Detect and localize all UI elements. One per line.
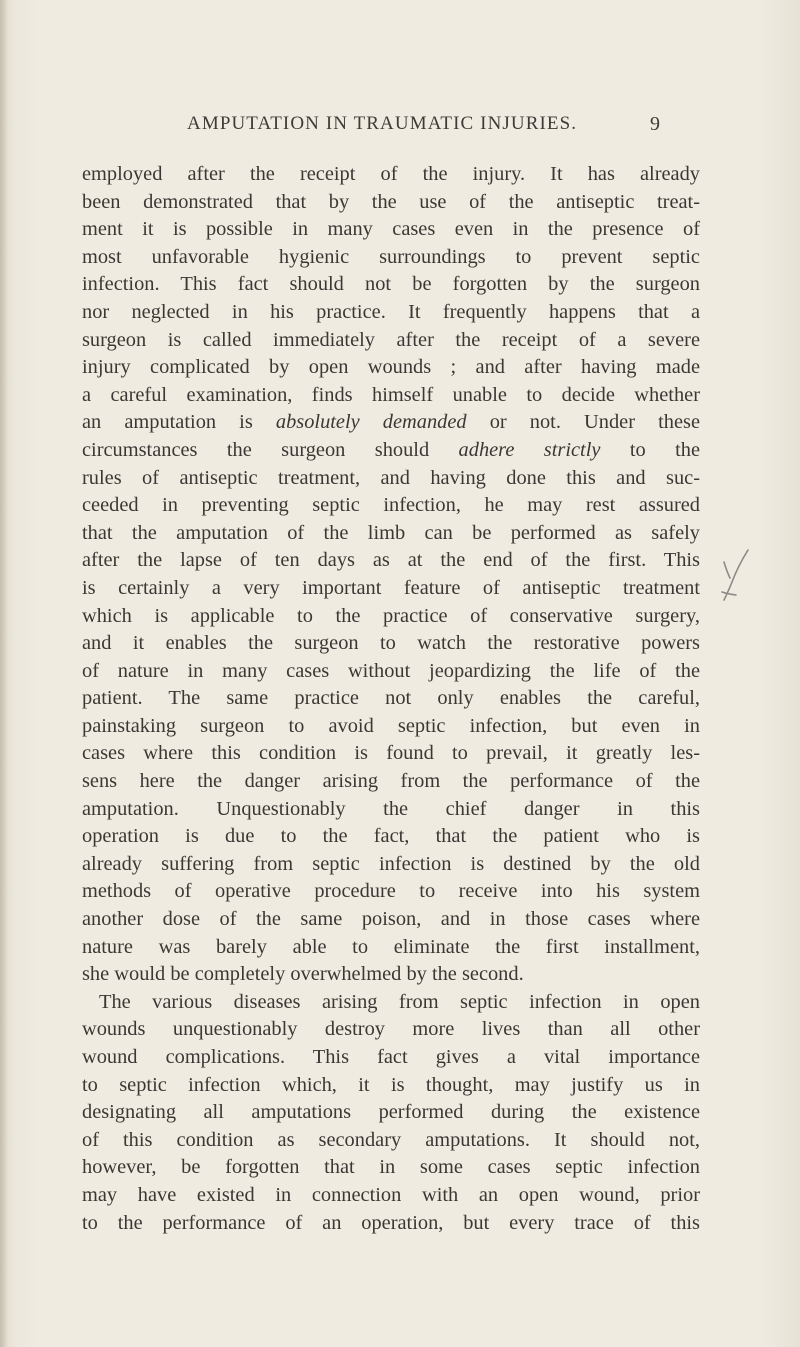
text-segment: to the [600, 438, 700, 461]
text-line [82, 630, 700, 658]
text-segment: patient. The same practice not only enables the careful, [82, 687, 700, 710]
text-line [82, 796, 700, 824]
text-line [82, 244, 700, 272]
text-line [82, 382, 700, 410]
text-line [82, 161, 700, 189]
text-segment: wounds unquestionably destroy more lives than all other [82, 1018, 700, 1041]
text-line [82, 878, 700, 906]
italic-text: adhere strictly [458, 438, 601, 461]
body-text [82, 161, 700, 1237]
page-number: 9 [650, 113, 660, 135]
text-segment: of nature in many cases without jeopardizing the life of the [82, 659, 700, 682]
text-line [82, 299, 700, 327]
text-line [82, 934, 700, 962]
running-head [187, 113, 687, 143]
text-segment: amputation. Unquestionably the chief danger in this [82, 797, 700, 820]
text-line [82, 409, 700, 437]
text-line [82, 1044, 700, 1072]
gutter-shadow [0, 0, 8, 1347]
text-line [82, 1099, 700, 1127]
text-segment: most unfavorable hygienic surroundings to prevent septic [82, 245, 700, 268]
text-line [82, 575, 700, 603]
text-segment: after the lapse of ten days as at the end of the first. This [82, 549, 700, 572]
text-line [82, 740, 700, 768]
text-line [82, 547, 700, 575]
text-line [82, 1210, 700, 1238]
pencil-mark-icon [718, 548, 758, 608]
text-segment: infection. This fact should not be forgotten by the surgeon [82, 273, 700, 296]
text-line [82, 216, 700, 244]
text-segment: to the performance of an operation, but every trace of this [82, 1211, 700, 1234]
text-segment: that the amputation of the limb can be performed as safely [82, 521, 700, 544]
text-line [82, 189, 700, 217]
text-segment: surgeon is called immediately after the receipt of a severe [82, 328, 700, 351]
text-segment: rules of antiseptic treatment, and having done this and suc- [82, 466, 700, 489]
text-segment: nor neglected in his practice. It frequently happens that a [82, 300, 700, 323]
text-segment: ment it is possible in many cases even in the presence of [82, 218, 700, 241]
text-segment: ceeded in preventing septic infection, he may rest assured [82, 494, 700, 517]
text-segment: already suffering from septic infection is destined by the old [82, 852, 700, 875]
text-line [82, 465, 700, 493]
text-segment: nature was barely able to eliminate the first installment, [82, 935, 700, 958]
text-segment: a careful examination, finds himself unable to decide whether [82, 383, 700, 406]
text-line [82, 906, 700, 934]
text-segment: injury complicated by open wounds ; and after having made [82, 356, 700, 379]
text-line [82, 603, 700, 631]
text-segment: and it enables the surgeon to watch the restorative powers [82, 632, 700, 655]
text-segment: which is applicable to the practice of conservative surgery, [82, 604, 700, 627]
text-segment: circumstances the surgeon should [82, 438, 459, 461]
text-segment: to septic infection which, it is thought, may justify us in [82, 1073, 700, 1096]
text-segment: is certainly a very important feature of antiseptic treatment [82, 576, 700, 599]
text-segment: designating all amputations performed during the existence [82, 1101, 700, 1124]
text-line [82, 1182, 700, 1210]
text-line [82, 492, 700, 520]
text-segment: another dose of the same poison, and in those cases where [82, 908, 700, 931]
text-line [82, 271, 700, 299]
text-line [82, 327, 700, 355]
text-line [82, 1016, 700, 1044]
text-line [82, 658, 700, 686]
italic-text: absolutely demanded [275, 411, 467, 434]
text-segment: of this condition as secondary amputations. It should not, [82, 1128, 700, 1151]
text-line [82, 823, 700, 851]
text-segment: methods of operative procedure to receive into his system [82, 880, 700, 903]
text-line [82, 354, 700, 382]
text-line [82, 520, 700, 548]
text-segment: The various diseases arising from septic infection in open [99, 990, 700, 1013]
text-segment: wound complications. This fact gives a vital importance [82, 1046, 700, 1068]
text-segment: may have existed in connection with an open wound, prior [82, 1183, 700, 1206]
text-segment: or not. Under these [466, 411, 700, 434]
running-title: AMPUTATION IN TRAUMATIC INJURIES. [187, 113, 578, 134]
text-segment: operation is due to the fact, that the patient who is [82, 825, 700, 848]
text-line [82, 961, 700, 989]
text-segment: sens here the danger arising from the performance of the [82, 770, 700, 793]
text-segment: employed after the receipt of the injury. It has already [82, 163, 700, 185]
text-line [82, 768, 700, 796]
text-segment: however, be forgotten that in some cases septic infection [82, 1156, 700, 1179]
text-segment: painstaking surgeon to avoid septic infection, but even in [82, 714, 700, 737]
text-line [82, 1154, 700, 1182]
text-line [82, 1072, 700, 1100]
text-segment: been demonstrated that by the use of the antiseptic treat- [82, 190, 700, 213]
text-line [82, 1127, 700, 1155]
text-segment: she would be completely overwhelmed by the second. [82, 963, 524, 986]
text-line [82, 851, 700, 879]
text-line [82, 437, 700, 465]
text-line [82, 685, 700, 713]
text-segment: cases where this condition is found to prevail, it greatly les- [82, 742, 700, 765]
text-line [82, 713, 700, 741]
text-line [82, 989, 700, 1017]
text-segment: an amputation is [82, 411, 276, 434]
